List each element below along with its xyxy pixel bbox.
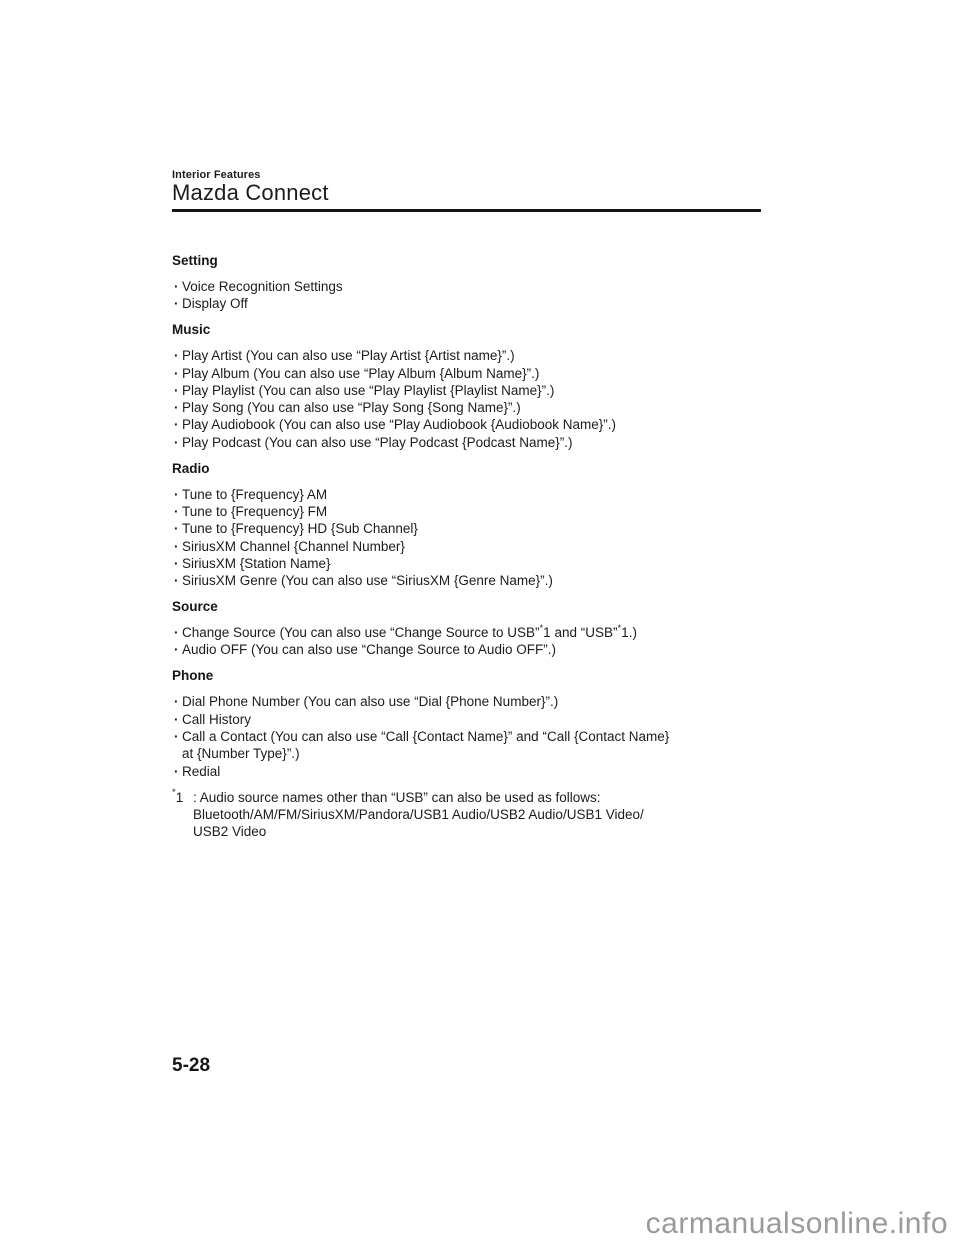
list-item: · SiriusXM Channel {Channel Number} — [172, 538, 761, 555]
footnote-ref-number: 1 — [175, 789, 184, 805]
footnote-ref-number: 1 — [543, 625, 551, 641]
footnote — [172, 789, 761, 841]
chapter-label: Interior Features — [172, 169, 261, 181]
item-text: Change Source (You can also use “Change Source to USB” — [182, 625, 540, 641]
footnote-marker — [172, 789, 183, 806]
item-text: and “USB” — [550, 625, 618, 641]
watermark: carmanualsonline.info — [645, 1207, 948, 1240]
list-item: · Call History — [172, 711, 761, 728]
command-list — [172, 624, 761, 659]
page-title: Mazda Connect — [172, 180, 329, 205]
section-source — [172, 598, 761, 659]
section-heading: Setting — [172, 253, 218, 268]
item-text-line: at {Number Type}”.) — [182, 746, 300, 762]
list-item: · Play Podcast (You can also use “Play Podcast {Podcast Name}”.) — [172, 434, 761, 451]
footnote-text-line: : Audio source names other than “USB” can also be used as follows: — [193, 789, 601, 805]
footnote-text-line: Bluetooth/AM/FM/SiriusXM/Pandora/USB1 Audio/USB2 Audio/USB1 Video/ — [193, 806, 644, 822]
sections — [172, 252, 761, 780]
list-item: · Play Song (You can also use “Play Song {Song Name}”.) — [172, 399, 761, 416]
list-item: · Tune to {Frequency} AM — [172, 486, 761, 503]
section-radio — [172, 460, 761, 590]
page-header — [172, 169, 761, 212]
page-number: 5-28 — [172, 1055, 211, 1076]
section-heading: Music — [172, 322, 211, 338]
command-list — [172, 693, 761, 779]
list-item: · Play Audiobook (You can also use “Play Audiobook {Audiobook Name}”.) — [172, 416, 761, 433]
section-heading: Radio — [172, 460, 210, 476]
header-rule — [172, 209, 761, 212]
item-text: .) — [628, 625, 637, 641]
list-item: · Tune to {Frequency} FM — [172, 503, 761, 520]
list-item: · SiriusXM {Station Name} — [172, 555, 761, 572]
list-item: · Dial Phone Number (You can also use “Dial {Phone Number}”.) — [172, 693, 761, 710]
list-item: · Tune to {Frequency} HD {Sub Channel} — [172, 520, 761, 537]
footnote-ref-icon: * — [617, 622, 622, 634]
list-item: · Play Album (You can also use “Play Album {Album Name}”.) — [172, 365, 761, 382]
page-content — [172, 169, 761, 840]
item-text-line: · Call a Contact (You can also use “Call {Contact Name}” and “Call {Contact Name} — [182, 729, 670, 745]
list-item — [172, 728, 761, 763]
list-item: · SiriusXM Genre (You can also use “SiriusXM {Genre Name}”.) — [172, 572, 761, 589]
section-phone — [172, 667, 761, 779]
command-list — [172, 278, 761, 313]
command-list — [172, 486, 761, 590]
list-item: · Display Off — [172, 295, 761, 312]
list-item: · Play Playlist (You can also use “Play Playlist {Playlist Name}”.) — [172, 382, 761, 399]
list-item: · Play Artist (You can also use “Play Artist {Artist name}”.) — [172, 347, 761, 364]
section-setting — [172, 252, 761, 313]
footnote-ref-number: 1 — [621, 625, 629, 641]
section-music — [172, 321, 761, 451]
section-heading: Source — [172, 599, 218, 615]
list-item: · Audio OFF (You can also use “Change Source to Audio OFF”.) — [172, 641, 761, 658]
list-item — [172, 624, 761, 641]
footnote-text-line: USB2 Video — [193, 824, 267, 840]
footnote-ref-icon: * — [172, 787, 176, 799]
list-item: · Voice Recognition Settings — [172, 278, 761, 295]
footnote-ref-icon: * — [539, 622, 544, 634]
command-list — [172, 347, 761, 451]
section-heading: Phone — [172, 668, 214, 684]
list-item: · Redial — [172, 763, 761, 780]
